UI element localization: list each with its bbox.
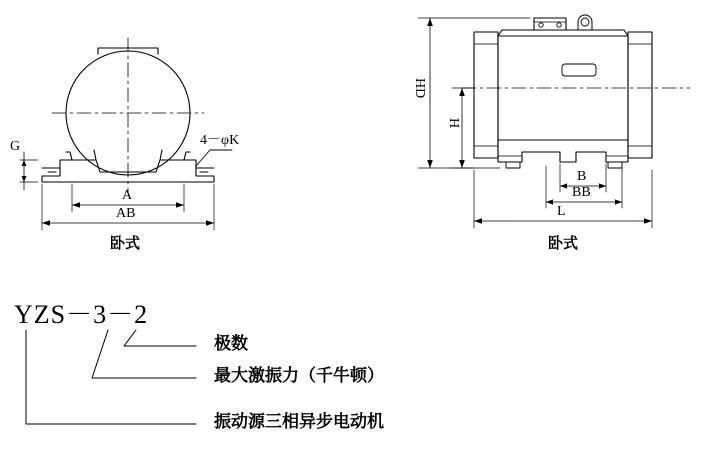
dimension-label-HD: HD	[412, 78, 427, 99]
left-view-caption: 卧式	[110, 234, 141, 252]
dimension-label-L: L	[557, 204, 566, 219]
callout-motor-type: 振动源三相异步电动机	[214, 412, 384, 432]
callout-exciting-force: 最大激振力（千牛顿）	[214, 366, 384, 386]
dimension-label-BB: BB	[572, 185, 591, 200]
dimension-label-AB: AB	[116, 206, 136, 221]
model-code: YZS－3－2	[14, 300, 149, 329]
dimension-label-H: H	[446, 118, 461, 129]
dimension-label-B: B	[577, 169, 587, 184]
right-view-caption: 卧式	[548, 234, 579, 252]
dimension-label-holes: 4－φK	[200, 133, 240, 148]
dimension-label-A: A	[122, 188, 133, 203]
callout-poles: 极数	[214, 334, 248, 354]
dimension-label-G: G	[10, 139, 21, 154]
